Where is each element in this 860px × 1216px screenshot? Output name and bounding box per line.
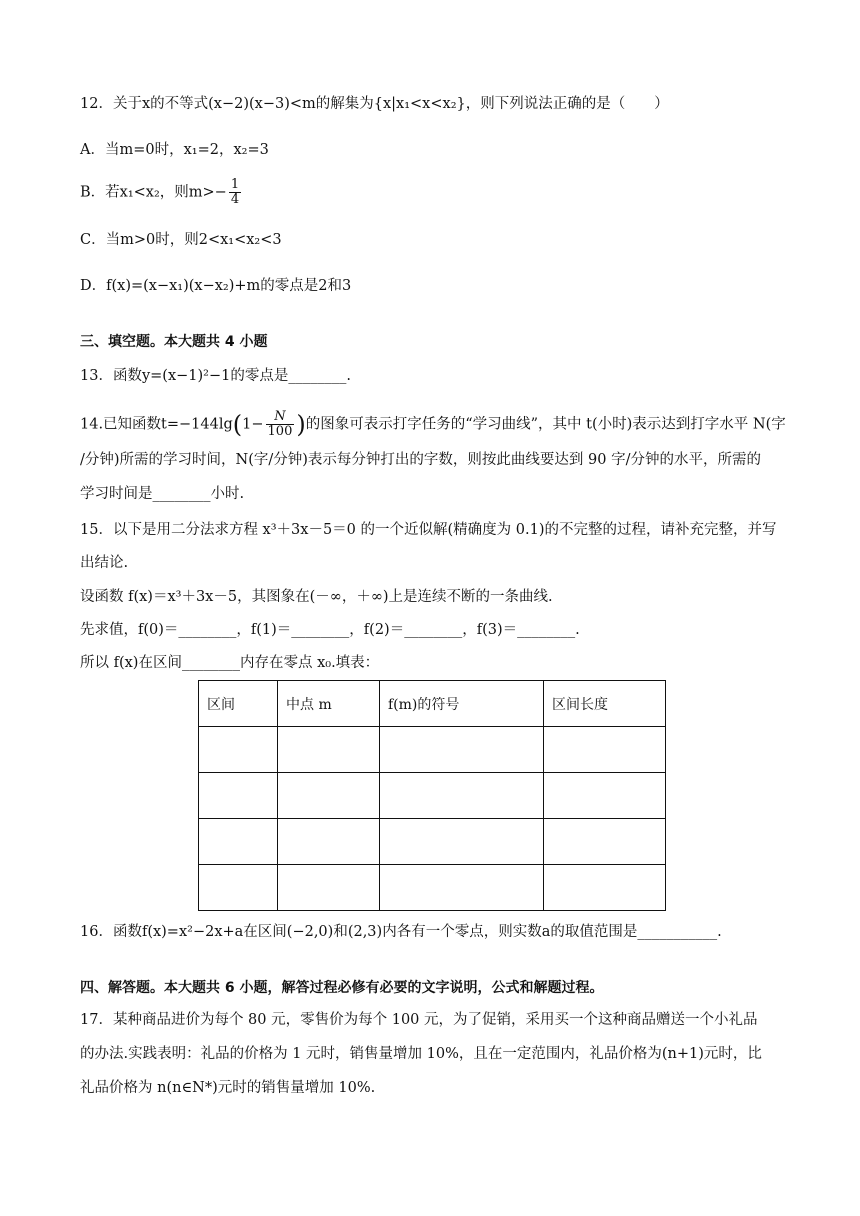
table-row: [199, 773, 666, 819]
question-14-formula-start: 14.已知函数t=−144lg: [80, 416, 233, 433]
question-14-line-2: /分钟)所需的学习时间，N(字/分钟)表示每分钟打出的字数，则按此曲线要达到 90 字/分钟的水平，所需的: [80, 452, 761, 468]
fraction-one-quarter: [229, 178, 241, 207]
question-17-line-1: 17．某种商品进价为每个 80 元，零售价为每个 100 元，为了促销，采用买一个这种商品赠送一个小礼品: [80, 1012, 758, 1028]
table-header-row: [199, 681, 666, 727]
question-14-line-1: 14.已知函数t=−144lg(1− $\frac{N}{100}$ )的图象可表示打字任务的“学习曲线”，其中 t(小时)表示达到打字水平 N(字: [80, 409, 786, 439]
question-15-line-3: 设函数 f(x)＝x³＋3x－5，其图象在(－∞，＋∞)上是连续不断的一条曲线.: [80, 589, 553, 605]
question-14-line-3: 学习时间是________小时.: [80, 486, 245, 502]
table-cell: [278, 819, 380, 865]
table-cell: [278, 727, 380, 773]
table-cell: [199, 819, 278, 865]
question-16: 16．函数f(x)=x²−2x+a在区间(−2,0)和(2,3)内各有一个零点，则实数a的取值范围是___________.: [80, 924, 722, 940]
table-header: 中点 m: [278, 681, 380, 727]
table-cell: [199, 865, 278, 911]
table-cell: [278, 773, 380, 819]
fraction-n-over-100: [266, 410, 295, 439]
table-cell: [278, 865, 380, 911]
table-cell: [380, 819, 544, 865]
question-15-line-5: 所以 f(x)在区间________内存在零点 x₀.填表：: [80, 655, 380, 671]
table-cell: [544, 773, 666, 819]
question-12-option-c: C．当m>0时，则2<x₁<x₂<3: [80, 232, 282, 248]
fraction-numerator: N: [274, 409, 286, 424]
question-17-line-3: 礼品价格为 n(n∈N*)元时的销售量增加 10%.: [80, 1080, 376, 1096]
table-row: [199, 865, 666, 911]
table-header: 区间: [199, 681, 278, 727]
question-15-line-2: 出结论.: [80, 555, 129, 571]
table-cell: [199, 727, 278, 773]
table-cell: [199, 773, 278, 819]
question-15-line-4: 先求值，f(0)＝________，f(1)＝________，f(2)＝________，f(3)＝________.: [80, 622, 580, 638]
question-14-description: 的图象可表示打字任务的“学习曲线”，其中 t(小时)表示达到打字水平 N(字: [305, 416, 786, 433]
fraction-denominator: 100: [267, 424, 293, 439]
question-12-option-a: A．当m=0时，x₁=2，x₂=3: [80, 142, 269, 158]
fraction-numerator: 1: [230, 177, 240, 192]
table-cell: [544, 865, 666, 911]
table-cell: [380, 865, 544, 911]
question-15-line-1: 15．以下是用二分法求方程 x³＋3x－5＝0 的一个近似解(精确度为 0.1)的不完整的过程，请补充完整，并写: [80, 522, 777, 538]
fraction-denominator: 4: [230, 192, 240, 207]
section-4-heading: 四、解答题。本大题共 6 小题，解答过程必修有必要的文字说明，公式和解题过程。: [80, 980, 604, 996]
section-3-heading: 三、填空题。本大题共 4 小题: [80, 334, 268, 350]
table-cell: [380, 727, 544, 773]
option-b-text: B．若x₁<x₂，则m>−: [80, 184, 227, 201]
question-12-option-d: D．f(x)=(x−x₁)(x−x₂)+m的零点是2和3: [80, 278, 352, 294]
question-13: 13．函数y=(x−1)²−1的零点是________.: [80, 368, 351, 384]
question-17-line-2: 的办法.实践表明：礼品的价格为 1 元时，销售量增加 10%，且在一定范围内，礼品价格为(n+1)元时，比: [80, 1046, 762, 1062]
table-header: f(m)的符号: [380, 681, 544, 727]
table-cell: [544, 727, 666, 773]
table-header: 区间长度: [544, 681, 666, 727]
question-12-option-b: [80, 178, 243, 207]
bisection-table: [198, 680, 666, 911]
table-row: [199, 819, 666, 865]
table-row: [199, 727, 666, 773]
question-12-stem: 12．关于x的不等式(x−2)(x−3)<m的解集为{x|x₁<x<x₂}，则下列说法正确的是（ ）: [80, 96, 669, 112]
table-cell: [544, 819, 666, 865]
table-cell: [380, 773, 544, 819]
